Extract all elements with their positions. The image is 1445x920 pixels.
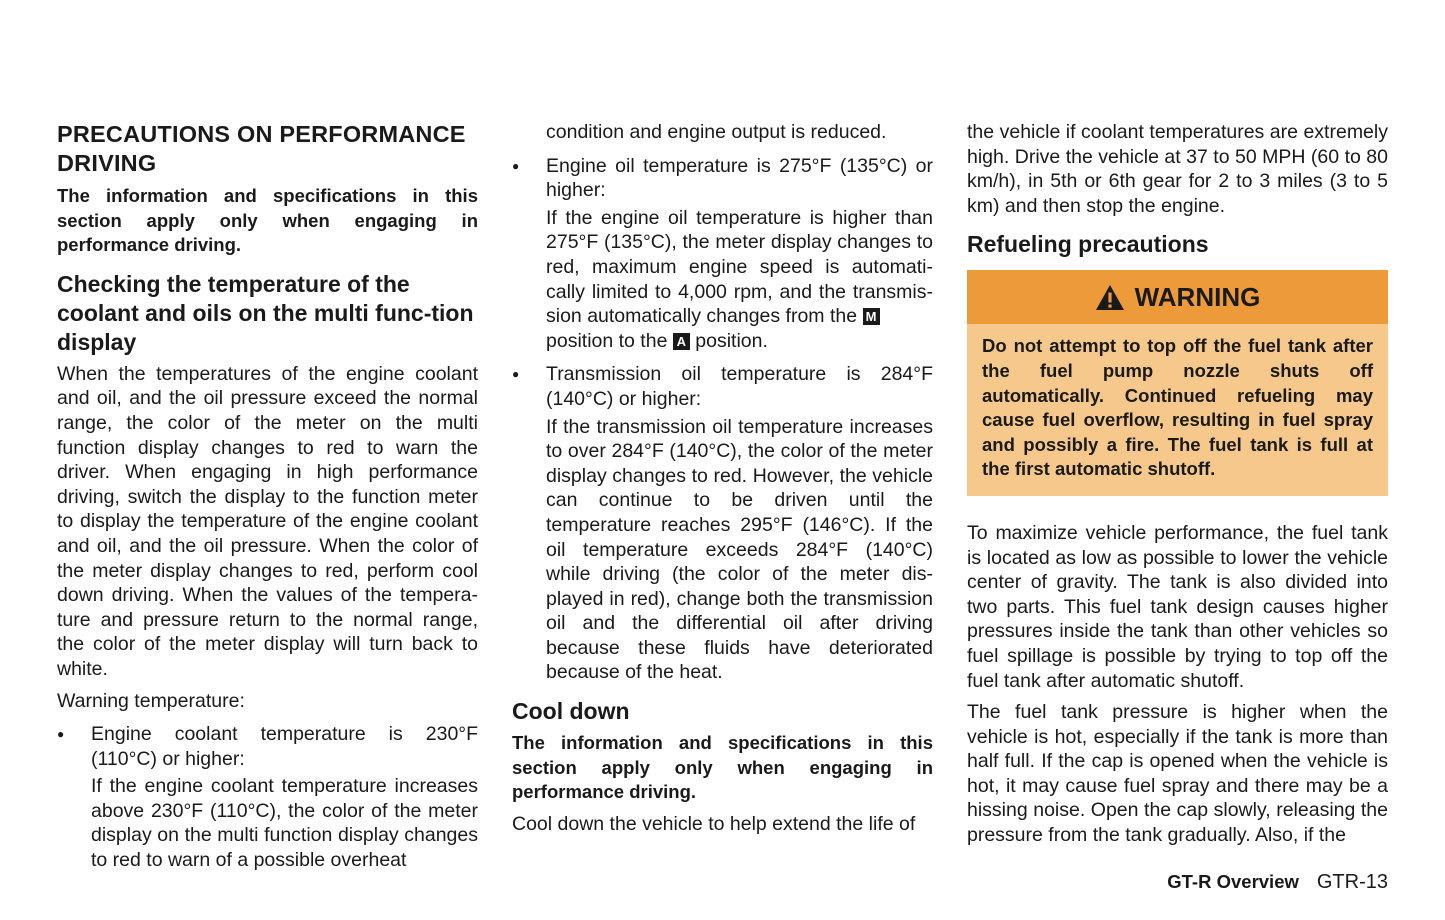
bullet-transmission-oil-detail: If the transmission oil temperature increases to over 284°F (140°C), the color of the meter display changes to red. However, the vehicle can continue to be driven until the temperature reaches 295°F (146°C). If the oil temperature exceeds 284°F (140°C) while driving (the color of the meter dis-played in red), change both the transmission oil and the differential oil after driving because these fluids have deteriorated because of the heat.: [546, 415, 933, 684]
section-title: PRECAUTIONS ON PERFORMANCE DRIVING: [57, 121, 466, 176]
warning-text: Do not attempt to top off the fuel tank after the fuel pump nozzle shuts off automatically. Continued refueling may cause fuel overflow, resulting in fuel spray and possibly a fire. The fuel tank is full at the first automatic shutoff.: [982, 335, 1373, 480]
fuel-tank-paragraph: To maximize vehicle performance, the fuel tank is located as low as possible to lower the vehicle center of gravity. The tank is also divided into two parts. This fuel tank design causes higher pressures inside the tank than other vehicles so fuel spillage is possible by trying to top off the fuel tank after automatic shutoff.: [967, 521, 1388, 692]
subsection-heading-refueling: Refueling precautions: [967, 231, 1209, 258]
cool-down-paragraph: Cool down the vehicle to help extend the life of: [512, 812, 916, 835]
bullet-engine-coolant-detail: If the engine coolant temperature increases above 230°F (110°C), the color of the meter display on the multi function display changes to red to warn of a possible overheat: [91, 775, 478, 872]
bullet-engine-oil: ● Engine oil temperature is 275°F (135°C) or higher:: [512, 154, 933, 203]
warning-temperature-label: Warning temperature:: [57, 689, 245, 712]
engine-oil-detail-mid: position to the: [546, 329, 668, 352]
page-number: GTR-13: [1316, 871, 1388, 893]
continued-text: condition and engine output is reduced.: [546, 121, 887, 143]
engine-oil-detail-end: position.: [695, 329, 768, 352]
page-footer: [1167, 871, 1388, 894]
section-lead: The information and specifications in this section apply only when engaging in performance driving.: [57, 185, 478, 256]
warning-body: [967, 324, 1388, 496]
auto-mode-badge: A: [673, 333, 690, 350]
cool-down-lead: The information and specifications in this section apply only when engaging in performance driving.: [512, 732, 933, 803]
manual-mode-badge: M: [863, 308, 880, 325]
temperature-paragraph: When the temperatures of the engine coolant and oil, and the oil pressure exceed the normal range, the color of the meter on the multi function display changes to red to warn the driver. When engaging in high performance driving, switch the display to the function meter to display the temperature of the engine coolant and oil, and the oil pressure. When the color of the meter display changes to red, perform cool down driving. When the values of the tempera-ture and pressure return to the normal range, the color of the meter display will turn back to white.: [57, 362, 478, 680]
subsection-heading-cool-down: Cool down: [512, 698, 630, 725]
bullet-engine-coolant: ● Engine coolant temperature is 230°F (110°C) or higher:: [57, 722, 478, 771]
subsection-heading-temperature: Checking the temperature of the coolant and oils on the multi func-tion display: [57, 270, 474, 355]
warning-box: [967, 270, 1388, 496]
continued-text-right: the vehicle if coolant temperatures are extremely high. Drive the vehicle at 37 to 50 MPH (60 to 80 km/h), in 5th or 6th gear for 2 to 3 miles (3 to 5 km) and then stop the engine.: [967, 121, 1388, 217]
warning-triangle-icon: [1095, 284, 1125, 311]
column-middle: [512, 120, 933, 836]
warning-title: WARNING: [1134, 281, 1261, 312]
column-right: [967, 120, 1388, 848]
bullet-transmission-oil: ● Transmission oil temperature is 284°F (140°C) or higher:: [512, 362, 933, 411]
engine-oil-detail-text: If the engine oil temperature is higher than 275°F (135°C), the meter display changes to red, maximum engine speed is automati-cally limited to 4,000 rpm, and the transmis-sion automatically changes from the: [546, 206, 933, 328]
column-left: [57, 120, 478, 873]
bullet-engine-oil-detail: [512, 206, 933, 354]
warning-header: [967, 270, 1388, 324]
footer-section-name: GT-R Overview: [1167, 871, 1299, 892]
fuel-pressure-paragraph: The fuel tank pressure is higher when the vehicle is hot, especially if the tank is more than half full. If the cap is opened when the vehicle is hot, it may cause fuel spray and there may be a hissing noise. Open the cap slowly, releasing the pressure from the tank gradually. Also, if the: [967, 701, 1388, 847]
